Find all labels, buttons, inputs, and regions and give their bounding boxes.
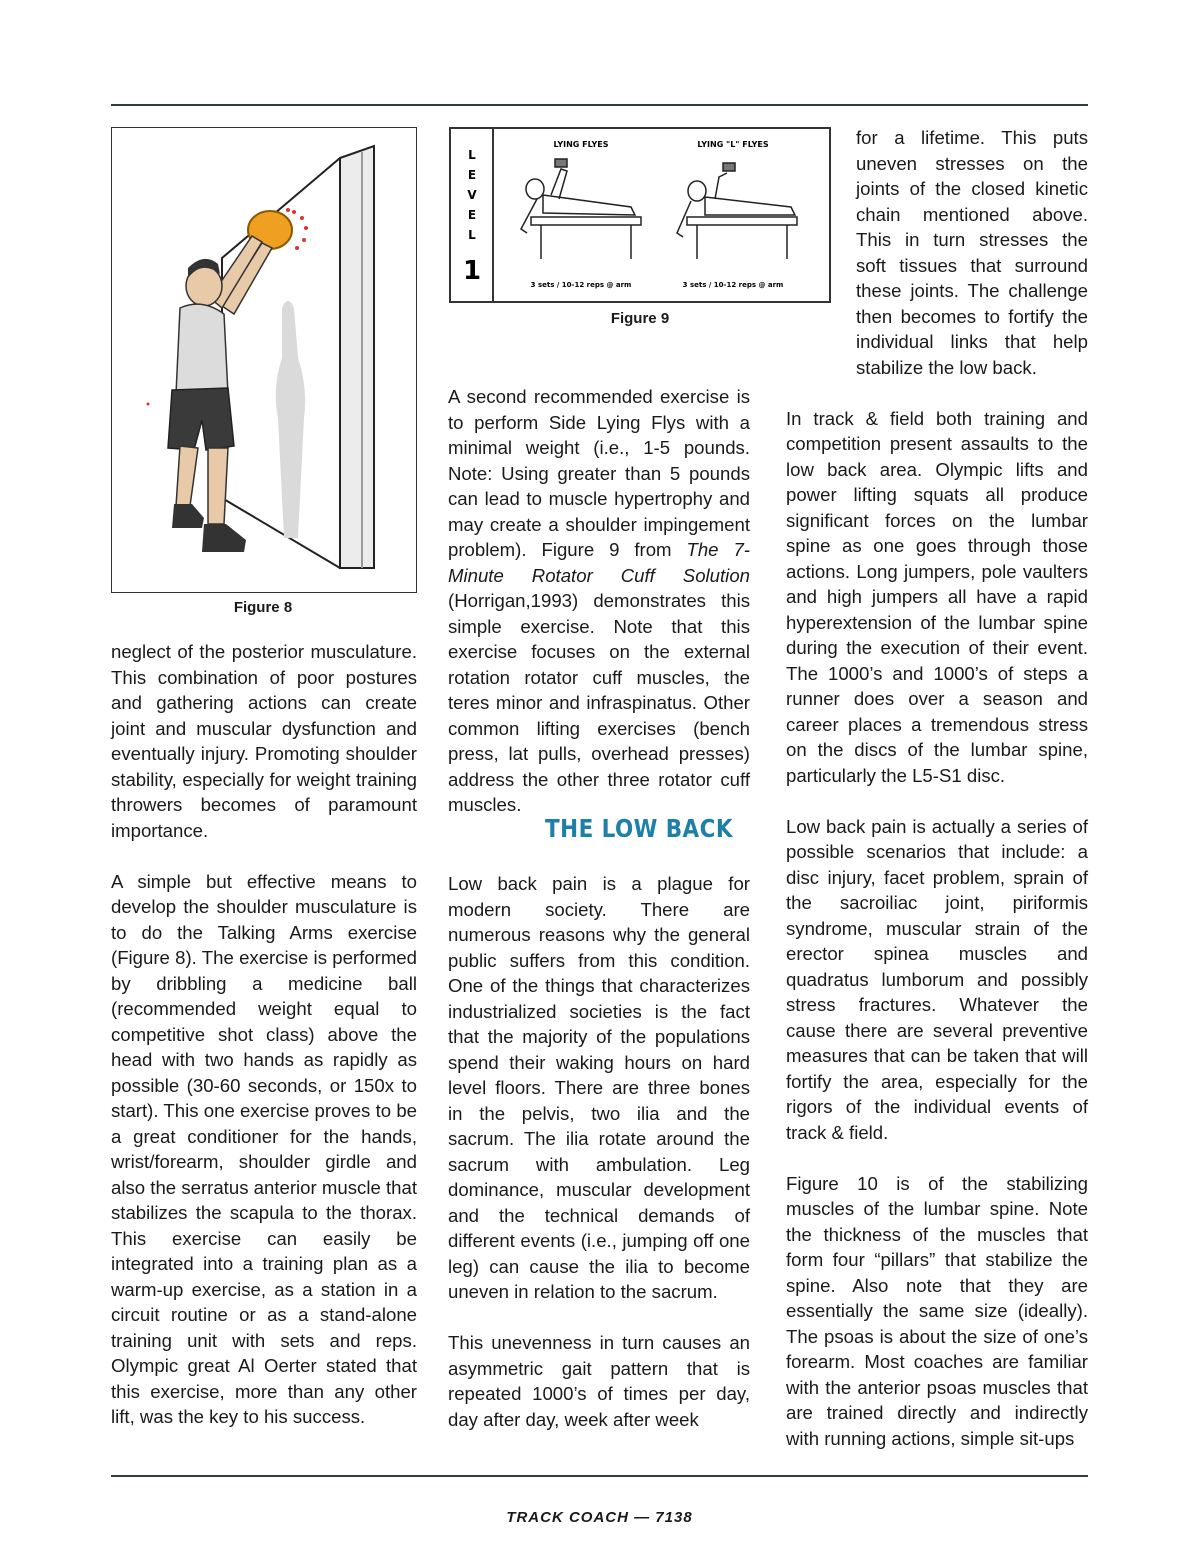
page-footer: TRACK COACH — 7138 bbox=[506, 1509, 693, 1526]
col2-paragraph-3: This unevenness in turn causes an asymmetric gait pattern that is repeated 1000’s of times per day, day after day, week after week bbox=[448, 1332, 750, 1430]
column-1 bbox=[111, 639, 417, 1430]
right-sets-label: 3 sets / 10-12 reps @ arm bbox=[682, 281, 784, 289]
figure-9-caption: Figure 9 bbox=[610, 310, 670, 327]
column-2-top bbox=[448, 384, 750, 818]
left-sets-label: 3 sets / 10-12 reps @ arm bbox=[530, 281, 632, 289]
col1-paragraph-2: A simple but effective means to develop the shoulder musculature is to do the Talking Arms exercise (Figure 8). The exercise is performed by dribbling a medicine ball (recommended weight equal to competitive shot class) above the head with two hands as rapidly as possible (30-60 seconds, or 150x to start). This one exercise proves to be a great conditioner for the hands, wrist/forearm, shoulder girdle and also the serratus anterior muscle that stabilizes the scapula to the thorax. This exercise can easily be integrated into a training plan as a warm-up exercise, as a station in a circuit routine or as a stand-alone training unit with sets and reps. Olympic great Al Oerter stated that this exercise, more than any other lift, was the key to his success. bbox=[111, 870, 417, 1427]
section-heading: THE LOW BACK bbox=[545, 814, 733, 843]
figure-8-image bbox=[111, 127, 417, 593]
column-2-bottom bbox=[448, 871, 750, 1432]
col3-paragraph-3: Low back pain is actually a series of possible scenarios that include: a disc injury, facet problem, sprain of the sacroiliac joint, piriformis syndrome, muscular strain of the erector spinea muscles and quadratus lumborum and possibly stress fractures. Whatever the cause there are several preventive measures that can be taken that will fortify the area, especially for the rigors of the individual events of track & field. bbox=[786, 815, 1088, 1143]
wall-dribble-illustration bbox=[112, 128, 416, 592]
book-title: The 7-Minute Rotator Cuff Solution bbox=[448, 539, 750, 586]
level-letter: E bbox=[467, 168, 477, 182]
col2-paragraph-1 bbox=[448, 384, 750, 818]
level-number: 1 bbox=[462, 256, 482, 286]
figure-9-image bbox=[449, 127, 831, 303]
lying-flyes-illustration bbox=[451, 129, 829, 301]
level-letter: L bbox=[468, 228, 476, 242]
level-letter: E bbox=[467, 208, 477, 222]
top-rule bbox=[111, 104, 1088, 106]
col3-paragraph-1: for a lifetime. This puts uneven stresses on the joints of the closed kinetic chain mentioned above. This in turn stresses the soft tissues that surround these joints. The challenge then becomes to fortify the individual links that help stabilize the low back. bbox=[856, 127, 1088, 378]
col3-paragraph-2: In track & field both training and competition present assaults to the low back area. Olympic lifts and power lifting squats all produce significant forces on the lumbar spine as one goes through those actions. Long jumpers, pole vaulters and high jumpers all have a rapid hyperextension of the lumbar spine during the execution of their event. The 1000’s and 1000’s of steps a runner does over a season and career places a tremendous stress on the discs of the lumbar spine, particularly the L5-S1 disc. bbox=[786, 407, 1088, 786]
level-letter: L bbox=[468, 148, 476, 162]
col2-paragraph-1-text: A second recommended exercise is to perform Side Lying Flys with a minimal weight (i.e., 1-5 pounds. Note: Using greater than 5 pounds can lead to muscle hypertrophy and may create a shoulder impingement problem). Figure 9 from bbox=[448, 386, 750, 560]
col2-paragraph-2: Low back pain is a plague for modern society. There are numerous reasons why the general public suffers from this condition. One of the things that characterizes industrialized societies is the fact that the majority of the populations spend their waking hours on hard level floors. There are three bones in the pelvis, two ilia and the sacrum. The ilia rotate around the sacrum with ambulation. Leg dominance, muscular development and the technical demands of different events (i.e., jumping off one leg) can cause the ilia to become uneven in relation to the sacrum. bbox=[448, 873, 750, 1302]
lying-flyes-title: LYING FLYES bbox=[553, 140, 609, 149]
col2-paragraph-1-text-end: (Horrigan,1993) demonstrates this simple exercise. Note that this exercise focuses on the external rotation rotator cuff muscles, the teres minor and infraspinatus. Other common lifting exercises (bench press, lat pulls, overhead presses) address the other three rotator cuff muscles. bbox=[448, 590, 750, 815]
bottom-rule bbox=[111, 1475, 1088, 1477]
level-letter: V bbox=[467, 188, 477, 202]
column-3 bbox=[786, 125, 1088, 1451]
figure-8-caption: Figure 8 bbox=[233, 599, 293, 616]
col3-paragraph-4: Figure 10 is of the stabilizing muscles of the lumbar spine. Note the thickness of the muscles that form four “pillars” that stabilize the spine. Also note that they are essentially the same size (ideally). The psoas is about the size of one’s forearm. Most coaches are familiar with the anterior psoas muscles that are trained directly and indirectly with running actions, simple sit-ups bbox=[786, 1172, 1088, 1449]
col1-paragraph-1: neglect of the posterior musculature. This combination of poor postures and gathering actions can create joint and muscular dysfunction and eventually injury. Promoting shoulder stability, especially for weight training throwers becomes of paramount importance. bbox=[111, 641, 417, 841]
lying-l-flyes-title: LYING "L" FLYES bbox=[697, 140, 769, 149]
level-letters bbox=[467, 148, 477, 242]
column-3-indent-spacer bbox=[786, 125, 844, 355]
